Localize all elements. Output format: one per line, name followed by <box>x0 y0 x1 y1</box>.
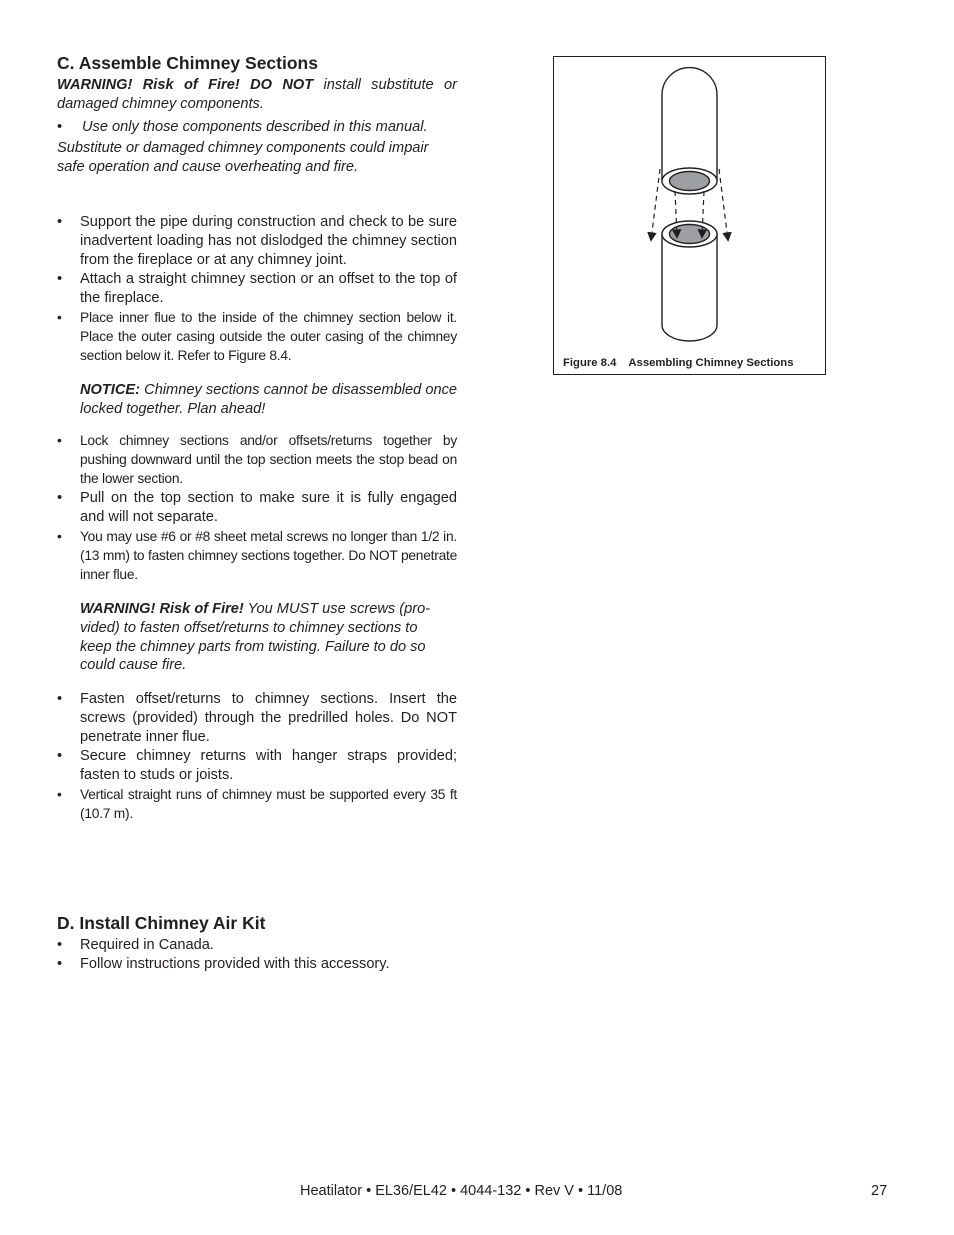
bullet-dot: • <box>57 214 63 230</box>
warning-paragraph <box>57 76 457 114</box>
section-d-heading: D. Install Chimney Air Kit <box>57 913 266 933</box>
list-item-text: Required in Canada. <box>80 937 214 953</box>
list-item <box>57 955 457 974</box>
list-item-text: Support the pipe during construction and check to be sure inadvertent loading has not dislodged the chimney section from the fireplace or at any chimney joint. <box>80 214 457 268</box>
section-c <box>57 52 457 177</box>
bullet-dot: • <box>57 490 63 507</box>
warning-2-line: vided) to fasten offset/returns to chimney sections to <box>80 619 418 636</box>
notice-block <box>57 381 457 419</box>
bullet-dot: • <box>57 786 62 802</box>
bullet-list-1 <box>57 213 457 365</box>
figure-caption <box>563 357 793 369</box>
list-item <box>57 747 457 785</box>
bullet-list-2 <box>57 432 457 584</box>
warning-2-paragraph <box>57 600 457 675</box>
list-item <box>57 270 457 308</box>
bullet-dot: • <box>57 433 62 448</box>
warning-follow: Substitute or damaged chimney components could impair safe operation and cause overheating and fire. <box>57 140 429 176</box>
list-item <box>57 489 457 527</box>
warning-2-bold: WARNING! Risk of Fire! <box>80 601 244 617</box>
list-item <box>57 309 457 365</box>
list-item <box>57 213 457 269</box>
list-item-text: Attach a straight chimney section or an offset to the top of the fireplace. <box>80 271 457 307</box>
list-item-text: Secure chimney returns with hanger straps provided; fasten to studs or joists. <box>80 748 457 784</box>
figure-caption-text: Assembling Chimney Sections <box>628 357 794 369</box>
warning-2-block <box>57 600 457 675</box>
figure-label: Figure 8.4 <box>563 357 617 369</box>
list-item <box>57 528 457 584</box>
list-item <box>57 936 457 955</box>
notice-paragraph <box>57 381 457 419</box>
notice-rest: Chimney sections cannot be disassembled once locked together. Plan ahead! <box>80 382 457 417</box>
bullet-dot: • <box>57 118 63 135</box>
chimney-sections-illustration <box>554 57 824 347</box>
list-item-text: Fasten offset/returns to chimney sections. Insert the screws (provided) through the predrilled holes. Do NOT penetrate inner flue. <box>80 691 457 745</box>
bullet-dot: • <box>57 955 63 972</box>
bullet-dot: • <box>57 528 62 544</box>
bullet-dot: • <box>57 309 62 325</box>
list-item-text: Pull on the top section to make sure it is fully engaged and will not separate. <box>80 490 457 526</box>
page-number: 27 <box>871 1183 888 1199</box>
list-item-text: Follow instructions provided with this accessory. <box>80 955 390 972</box>
bullet-dot: • <box>57 691 63 707</box>
figure-8-4 <box>553 56 826 375</box>
list-item <box>57 432 457 488</box>
warning-bold: WARNING! Risk of Fire! DO NOT <box>57 77 314 93</box>
warning-2-line <box>80 600 457 619</box>
warning-bullet <box>57 118 457 137</box>
section-d <box>57 912 457 974</box>
notice-bold: NOTICE: <box>80 382 140 398</box>
section-c-heading: C. Assemble Chimney Sections <box>57 53 318 73</box>
list-item-text: Vertical straight runs of chimney must be supported every 35 ft (10.7 m). <box>80 786 457 821</box>
page-footer: Heatilator • EL36/EL42 • 4044-132 • Rev V • 11/08 <box>300 1183 623 1199</box>
warning-rest: install substitute or damaged chimney components. <box>57 77 457 112</box>
bullet-dot: • <box>57 271 63 288</box>
list-item <box>57 690 457 746</box>
bullet-dot: • <box>57 937 63 953</box>
bullet-dot: • <box>57 748 63 765</box>
list-item-text: Place inner flue to the inside of the chimney section below it. Place the outer casing outside the outer casing of the chimney section below it. Refer to Figure 8.4. <box>80 309 457 363</box>
warning-2-line: could cause fire. <box>80 657 187 674</box>
warning-2-line: keep the chimney parts from twisting. Failure to do so <box>80 638 426 655</box>
list-item <box>57 786 457 824</box>
warning-2-rest: You MUST use screws (pro- <box>243 601 431 617</box>
list-item-text: Lock chimney sections and/or offsets/returns together by pushing downward until the top section meets the stop bead on the lower section. <box>80 433 457 486</box>
bullet-list-3 <box>57 690 457 824</box>
list-item-text: You may use #6 or #8 sheet metal screws no longer than 1/2 in. (13 mm) to fasten chimney sections together. Do NOT penetrate inner flue. <box>80 528 457 582</box>
warning-bullet-text: Use only those components described in this manual. <box>82 118 428 135</box>
